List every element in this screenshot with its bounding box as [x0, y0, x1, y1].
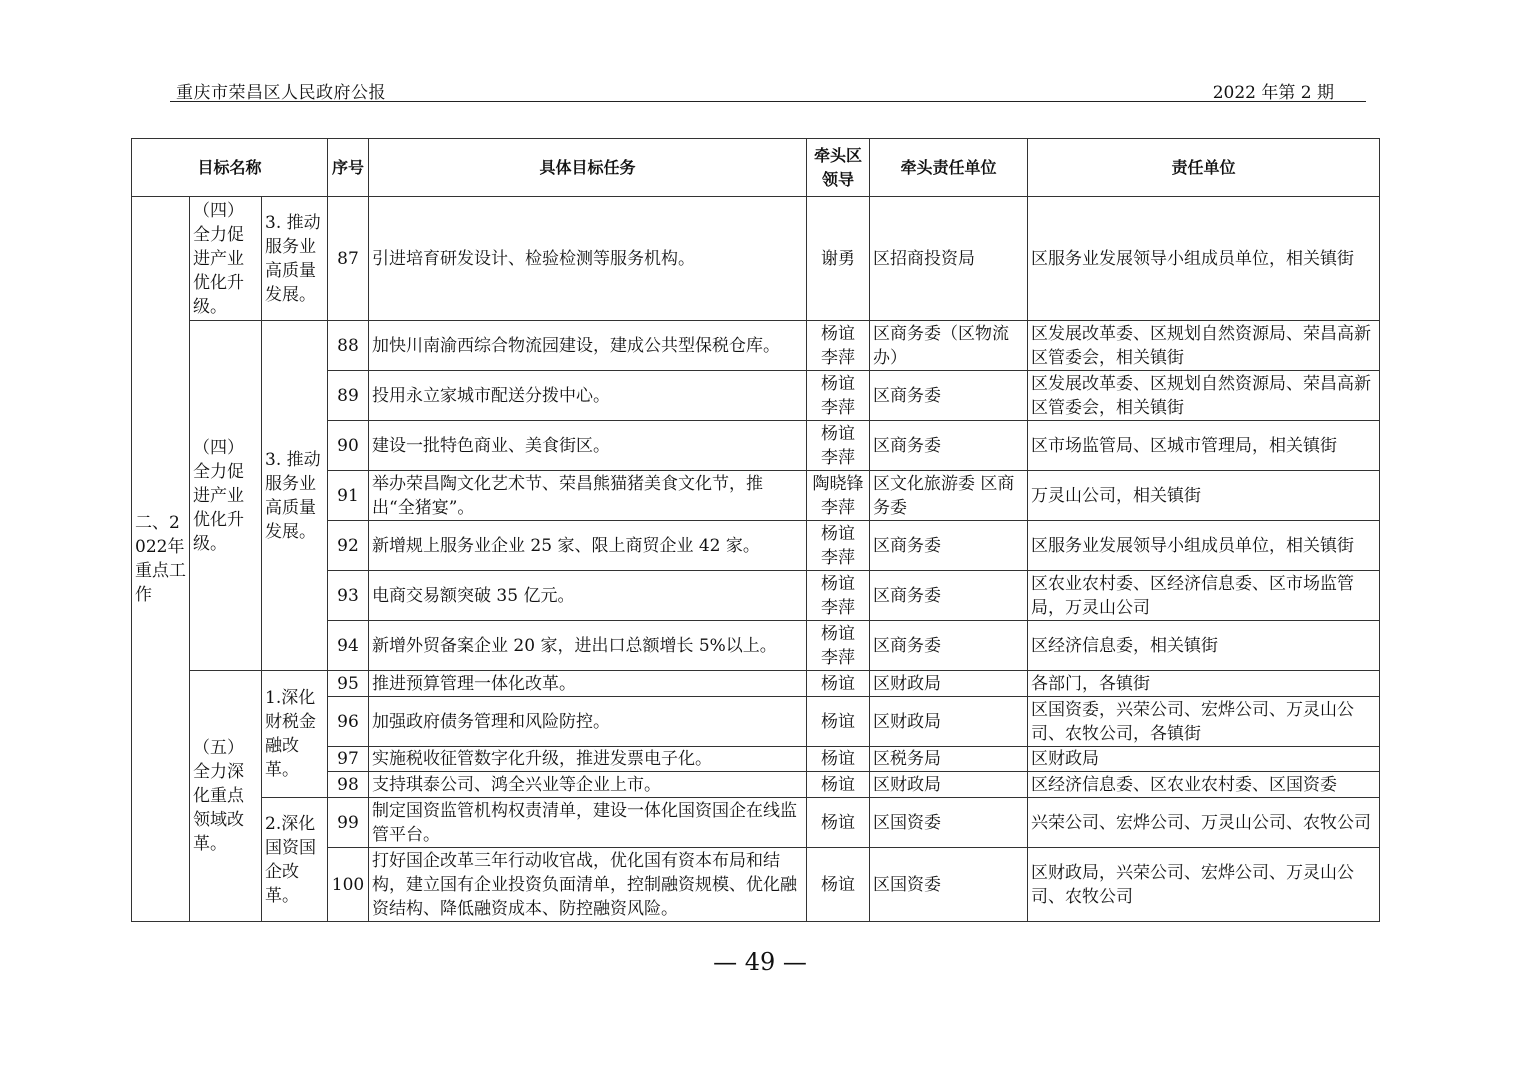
leader-cell: 杨谊 — [807, 798, 870, 848]
task-cell: 实施税收征管数字化升级，推进发票电子化。 — [369, 747, 807, 772]
resp-unit-cell: 区国资委，兴荣公司、宏烨公司、万灵山公司、农牧公司，各镇街 — [1028, 697, 1380, 747]
seq-cell: 91 — [328, 471, 369, 521]
leader-cell: 陶晓锋 李萍 — [807, 471, 870, 521]
resp-unit-cell: 区经济信息委、区农业农村委、区国资委 — [1028, 772, 1380, 798]
lead-unit-cell: 区国资委 — [870, 848, 1028, 922]
task-cell: 新增外贸备案企业 20 家，进出口总额增长 5%以上。 — [369, 621, 807, 671]
resp-unit-cell: 区发展改革委、区规划自然资源局、荣昌高新区管委会，相关镇街 — [1028, 321, 1380, 371]
lead-unit-cell: 区财政局 — [870, 772, 1028, 798]
seq-cell: 87 — [328, 197, 369, 321]
goal-cell: （五）全力深化重点领域改革。 — [190, 671, 262, 922]
seq-cell: 100 — [328, 848, 369, 922]
col-header-task: 具体目标任务 — [369, 139, 807, 197]
goal-cell: （四）全力促进产业优化升级。 — [190, 197, 262, 321]
page-number: — 49 — — [713, 948, 807, 976]
section-cell: 二、2022年重点工作 — [132, 197, 190, 922]
resp-unit-cell: 兴荣公司、宏烨公司、万灵山公司、农牧公司 — [1028, 798, 1380, 848]
resp-unit-cell: 区经济信息委，相关镇街 — [1028, 621, 1380, 671]
header-divider — [170, 101, 1366, 102]
leader-cell: 杨谊 李萍 — [807, 521, 870, 571]
task-cell: 电商交易额突破 35 亿元。 — [369, 571, 807, 621]
leader-cell: 杨谊 — [807, 848, 870, 922]
subgoal-cell: 2.深化国资国企改革。 — [262, 798, 328, 922]
issue-label: 2022 年第 2 期 — [1212, 83, 1334, 103]
table-row — [132, 321, 1380, 371]
resp-unit-cell: 区服务业发展领导小组成员单位，相关镇街 — [1028, 197, 1380, 321]
seq-cell: 92 — [328, 521, 369, 571]
lead-unit-cell: 区商务委 — [870, 521, 1028, 571]
leader-cell: 杨谊 李萍 — [807, 321, 870, 371]
task-cell: 举办荣昌陶文化艺术节、荣昌熊猫猪美食文化节，推出“全猪宴”。 — [369, 471, 807, 521]
resp-unit-cell: 万灵山公司，相关镇街 — [1028, 471, 1380, 521]
table-row — [132, 197, 1380, 321]
lead-unit-cell: 区商务委（区物流办） — [870, 321, 1028, 371]
task-cell: 加快川南渝西综合物流园建设，建成公共型保税仓库。 — [369, 321, 807, 371]
resp-unit-cell: 区发展改革委、区规划自然资源局、荣昌高新区管委会，相关镇街 — [1028, 371, 1380, 421]
lead-unit-cell: 区商务委 — [870, 371, 1028, 421]
seq-cell: 97 — [328, 747, 369, 772]
lead-unit-cell: 区税务局 — [870, 747, 1028, 772]
publication-title: 重庆市荣昌区人民政府公报 — [176, 83, 386, 103]
resp-unit-cell: 区财政局，兴荣公司、宏烨公司、万灵山公司、农牧公司 — [1028, 848, 1380, 922]
leader-cell: 杨谊 李萍 — [807, 571, 870, 621]
task-cell: 新增规上服务业企业 25 家、限上商贸企业 42 家。 — [369, 521, 807, 571]
leader-cell: 杨谊 李萍 — [807, 621, 870, 671]
task-cell: 建设一批特色商业、美食街区。 — [369, 421, 807, 471]
seq-cell: 99 — [328, 798, 369, 848]
work-plan-table — [131, 138, 1380, 922]
leader-cell: 杨谊 — [807, 772, 870, 798]
lead-unit-cell: 区招商投资局 — [870, 197, 1028, 321]
goal-cell: （四）全力促进产业优化升级。 — [190, 321, 262, 671]
resp-unit-cell: 区服务业发展领导小组成员单位，相关镇街 — [1028, 521, 1380, 571]
seq-cell: 89 — [328, 371, 369, 421]
seq-cell: 90 — [328, 421, 369, 471]
resp-unit-cell: 区市场监管局、区城市管理局，相关镇街 — [1028, 421, 1380, 471]
col-header-resp-unit: 责任单位 — [1028, 139, 1380, 197]
task-cell: 推进预算管理一体化改革。 — [369, 671, 807, 697]
leader-cell: 杨谊 — [807, 671, 870, 697]
seq-cell: 93 — [328, 571, 369, 621]
subgoal-cell: 3. 推动服务业高质量发展。 — [262, 197, 328, 321]
lead-unit-cell: 区商务委 — [870, 421, 1028, 471]
leader-cell: 杨谊 李萍 — [807, 371, 870, 421]
col-header-lead-unit: 牵头责任单位 — [870, 139, 1028, 197]
lead-unit-cell: 区商务委 — [870, 571, 1028, 621]
subgoal-cell: 1.深化财税金融改革。 — [262, 671, 328, 798]
col-header-lead-leader: 牵头区领导 — [807, 139, 870, 197]
leader-cell: 杨谊 — [807, 697, 870, 747]
leader-cell: 谢勇 — [807, 197, 870, 321]
lead-unit-cell: 区商务委 — [870, 621, 1028, 671]
task-cell: 制定国资监管机构权责清单，建设一体化国资国企在线监管平台。 — [369, 798, 807, 848]
seq-cell: 96 — [328, 697, 369, 747]
lead-unit-cell: 区财政局 — [870, 671, 1028, 697]
seq-cell: 88 — [328, 321, 369, 371]
seq-cell: 98 — [328, 772, 369, 798]
table-row — [132, 671, 1380, 697]
lead-unit-cell: 区财政局 — [870, 697, 1028, 747]
leader-cell: 杨谊 李萍 — [807, 421, 870, 471]
task-cell: 引进培育研发设计、检验检测等服务机构。 — [369, 197, 807, 321]
col-header-seq: 序号 — [328, 139, 369, 197]
table-row — [132, 798, 1380, 848]
task-cell: 支持琪泰公司、鸿全兴业等企业上市。 — [369, 772, 807, 798]
task-cell: 加强政府债务管理和风险防控。 — [369, 697, 807, 747]
task-cell: 投用永立家城市配送分拨中心。 — [369, 371, 807, 421]
resp-unit-cell: 区农业农村委、区经济信息委、区市场监管局，万灵山公司 — [1028, 571, 1380, 621]
task-cell: 打好国企改革三年行动收官战，优化国有资本布局和结构，建立国有企业投资负面清单，控制融资规模、优化融资结构、降低融资成本、防控融资风险。 — [369, 848, 807, 922]
resp-unit-cell: 区财政局 — [1028, 747, 1380, 772]
table-header-row — [132, 139, 1380, 197]
leader-cell: 杨谊 — [807, 747, 870, 772]
lead-unit-cell: 区文化旅游委 区商务委 — [870, 471, 1028, 521]
resp-unit-cell: 各部门，各镇街 — [1028, 671, 1380, 697]
seq-cell: 95 — [328, 671, 369, 697]
col-header-goal-name: 目标名称 — [132, 139, 328, 197]
lead-unit-cell: 区国资委 — [870, 798, 1028, 848]
seq-cell: 94 — [328, 621, 369, 671]
subgoal-cell: 3. 推动服务业高质量发展。 — [262, 321, 328, 671]
